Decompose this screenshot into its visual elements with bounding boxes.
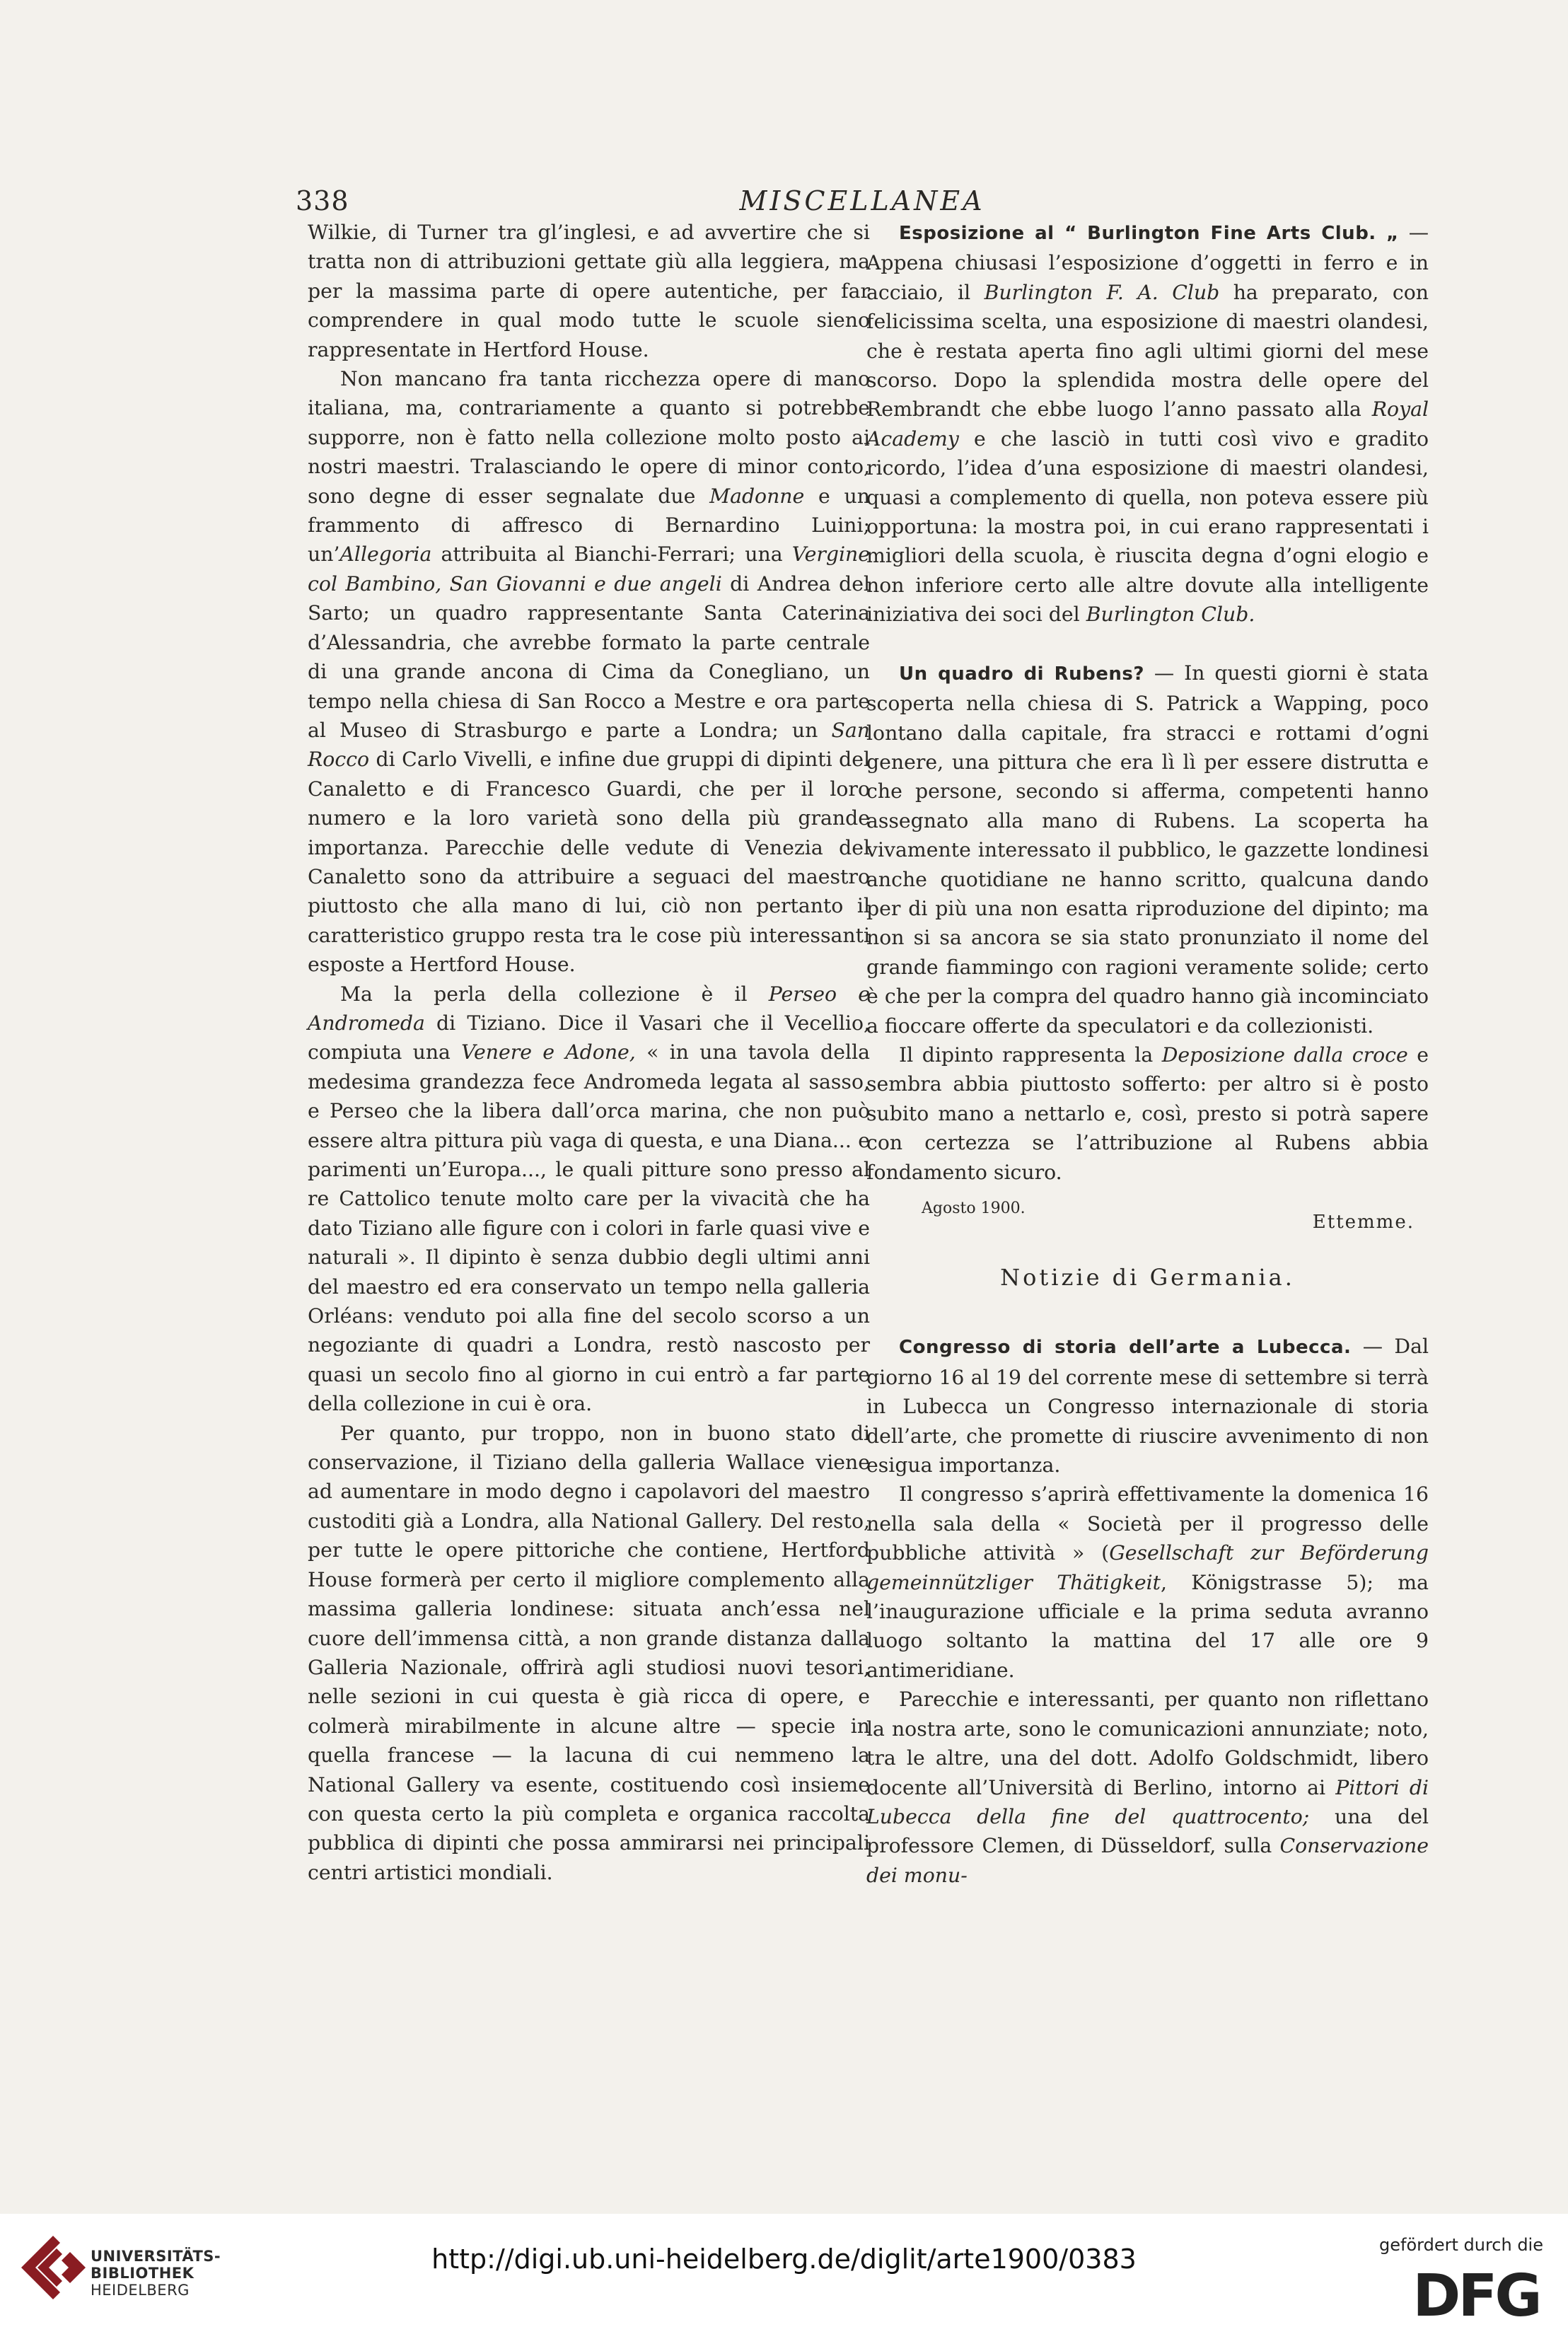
paragraph: Wilkie, di Turner tra gl’inglesi, e ad avvertire che si tratta non di attribuzioni gettate giù alla leggiera, ma per la massima parte di opere autentiche, per far comprendere in qual modo tutte le scuole sieno rappresentate in Hertford House. — [308, 221, 870, 361]
svg-text:DFG: DFG — [1412, 2265, 1540, 2321]
item-heading: Un quadro di Rubens? — [899, 663, 1144, 685]
funding-label: gefördert durch die — [1379, 2235, 1543, 2255]
paragraph: Parecchie e interessanti, per quanto non riflettano la nostra arte, sono le comunicazioni annunziate; noto, tra le altre, una del dott. Adolfo Goldschmidt, libero docente all’Università di Berlino, intorno ai Pittori di Lubecca della fine del quattrocento; una del professore Clemen, di Düsseldorf, sulla Conservazione dei monu- — [866, 1688, 1429, 1887]
paragraph: Per quanto, pur troppo, non in buono stato di conservazione, il Tiziano della galleria Wallace viene ad aumentare in modo degno i capolavori del maestro custoditi già a Londra, alla National Gallery. Del resto, per tutte le opere pittoriche che contiene, Hertford House formerà per certo il migliore complemento alla massima galleria londinese: situata anch’essa nel cuore dell’immensa città, a non grande distanza dalla Galleria Nazionale, offrirà agli studiosi nuovi tesori, nelle sezioni in cui questa è già ricca di opere, e colmerà mirabilmente in alcune altre — specie in quella francese — la lacuna di cui nemmeno la National Gallery va esente, costituendo così insieme con questa certo la più completa e organica raccolta pubblica di dipinti che possa ammirarsi nei principali centri artistici mondiali. — [308, 1421, 870, 1884]
item-heading: Esposizione al “ Burlington Fine Arts Club. „ — [899, 223, 1399, 244]
paragraph: Il dipinto rappresenta la Deposizione dalla croce e sembra abbia piuttosto sofferto: per altro si è posto subito mano a nettarlo e, così, presto si potrà sapere con certezza se l’attribuzione al Rubens abbia fondamento sicuro. — [866, 1043, 1429, 1184]
dfg-logo-icon — [1409, 2265, 1543, 2321]
author-signature: Ettemme. — [1312, 1212, 1415, 1233]
section-title: Notizie di Germania. — [1000, 1264, 1295, 1291]
dateline — [866, 1191, 1429, 1249]
paragraph: Il congresso s’aprirà effettivamente la domenica 16 nella sala della « Società per il progresso delle pubbliche attività » (Gesellschaft zur Beförderung gemeinnützliger Thätigkeit, Königstrasse 5); ma l’inaugurazione ufficiale e la prima seduta avranno luogo soltanto la mattina del 17 alle ore 9 antimeridiane. — [866, 1482, 1429, 1682]
left-column — [308, 218, 870, 1887]
article-date: Agosto 1900. — [922, 1200, 1026, 1217]
news-item-rubens: Un quadro di Rubens? — In questi giorni è stata scoperta nella chiesa di S. Patrick a Wapping, poco lontano dalla capitale, fra stracci e rottami d’ogni genere, una pittura che era lì lì per essere distrutta e che persone, secondo si afferma, competenti hanno assegnato alla mano di Rubens. La scoperta ha vivamente interessato il pubblico, le gazzette londinesi anche quotidiane ne hanno scritto, qualcuna dando per di più una non esatta riproduzione del dipinto; ma non si sa ancora se sia stato pronunziato il nome del grande fiammingo con ragioni veramente solide; certo è che per la compra del quadro hanno già incominciato a fioccare offerte da speculatori e da collezionisti. — [866, 661, 1429, 1038]
news-item-lubecca: Congresso di storia dell’arte a Lubecca. — Dal giorno 16 al 19 del corrente mese di settembre si terrà in Lubecca un Congresso internazionale di storia dell’arte, che promette di riuscire avvenimento di non esigua importanza. — [866, 1335, 1429, 1478]
library-name: UNIVERSITÄTS- BIBLIOTHEK HEIDELBERG — [91, 2248, 221, 2299]
footer-bar — [0, 2214, 1568, 2339]
news-item-burlington: Esposizione al “ Burlington Fine Arts Club. „ — Appena chiusasi l’esposizione d’oggetti in ferro e in acciaio, il Burlington F. A. Club ha preparato, con felicissima scelta, una esposizione di maestri olandesi, che è restata aperta fino agli ultimi giorni del mese scorso. Dopo la splendida mostra delle opere del Rembrandt che ebbe luogo l’anno passato alla Royal Academy e che lasciò in tutti così vivo e gradito ricordo, l’idea d’una esposizione di maestri olandesi, quasi a complemento di quella, non poteva essere più opportuna: la mostra poi, in cui erano rappresentati i migliori della scuola, è riuscita degna d’ogni elogio e non inferiore certo alle altre dovute alla intelligente iniziativa dei soci del Burlington Club. — [866, 221, 1429, 627]
right-column — [866, 218, 1429, 1890]
paragraph: Non mancano fra tanta ricchezza opere di mano italiana, ma, contrariamente a quanto si potrebbe supporre, non è fatto nella collezione molto posto ai nostri maestri. Tralasciando le opere di minor conto, sono degne di esser segnalate due Madonne e un frammento di affresco di Bernardino Luini; un’Allegoria attribuita al Bianchi-Ferrari; una Vergine col Bambino, San Giovanni e due angeli di Andrea del Sarto; un quadro rappresentante Santa Caterina d’Alessandria, che avrebbe formato la parte centrale di una grande ancona di Cima da Conegliano, un tempo nella chiesa di San Rocco a Mestre e ora parte al Museo di Strasburgo e parte a Londra; un San Rocco di Carlo Vivelli, e infine due gruppi di dipinti del Canaletto e di Francesco Guardi, che per il loro numero e la loro varietà sono della più grande importanza. Parecchie delle vedute di Venezia del Canaletto sono da attribuire a seguaci del maestro piuttosto che alla mano di lui, ciò non pertanto il caratteristico gruppo resta tra le cose più interessanti esposte a Hertford House. — [308, 367, 871, 977]
item-heading: Congresso di storia dell’arte a Lubecca. — [899, 1337, 1352, 1359]
paragraph: Ma la perla della collezione è il Perseo e Andromeda di Tiziano. Dice il Vasari che il Vecellio, compiuta una Venere e Adone, « in una tavola della medesima grandezza fece Andromeda legata al sasso, e Perseo che la libera dall’orca marina, che non può essere altra pittura più vaga di questa, e una Diana... e parimenti un’Europa..., le quali pitture sono presso al re Cattolico tenute molto care per la vivacità che ha dato Tiziano alle figure con i colori in farle quasi vive e naturali ». Il dipinto è senza dubbio degli ultimi anni del maestro ed era conservato un tempo nella galleria Orléans: venduto poi alla fine del secolo scorso a un negoziante di quadri a Londra, restò nascosto per quasi un secolo fino al giorno in cui entrò a far parte della collezione in cui è ora. — [308, 982, 870, 1416]
permalink[interactable]: http://digi.ub.uni-heidelberg.de/diglit/arte1900/0383 — [431, 2244, 1137, 2275]
running-title: MISCELLANEA — [739, 185, 985, 216]
page-number: 338 — [296, 185, 349, 216]
